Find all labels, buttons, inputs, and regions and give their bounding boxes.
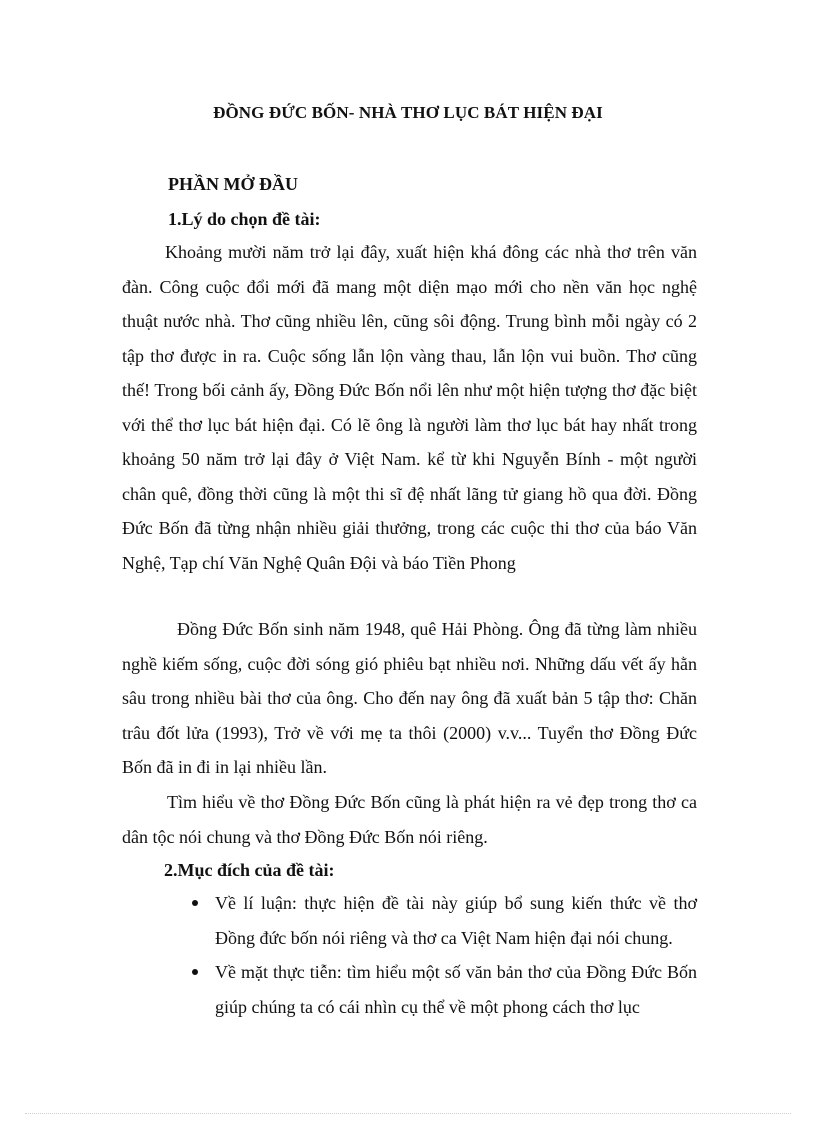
paragraph-reason: Khoảng mười năm trở lại đây, xuất hiện khá đông các nhà thơ trên văn đàn. Công cuộc đổi mới đã mang một diện mạo mới cho nền văn học nghệ thuật nước nhà. Thơ cũng nhiều lên, cũng sôi động. Trung bình mỗi ngày có 2 tập thơ được in ra. Cuộc sống lẫn lộn vàng thau, lẫn lộn vui buồn. Thơ cũng thế! Trong bối cảnh ấy, Đồng Đức Bốn nổi lên như một hiện tượng thơ đặc biệt với thể thơ lục bát hiện đại. Có lẽ ông là người làm thơ lục bát hay nhất trong khoảng 50 năm trở lại đây ở Việt Nam. kể từ khi Nguyễn Bính - một người chân quê, đồng thời cũng là một thi sĩ đệ nhất lãng tử giang hồ qua đời. Đồng Đức Bốn đã từng nhận nhiều giải thưởng, trong các cuộc thi thơ của báo Văn Nghệ, Tạp chí Văn Nghệ Quân Đội và báo Tiền Phong xyxy=(122,242,697,573)
paragraph-biography: Đồng Đức Bốn sinh năm 1948, quê Hải Phòng. Ông đã từng làm nhiều nghề kiếm sống, cuộc đời sóng gió phiêu bạt nhiều nơi. Những dấu vết ấy hằn sâu trong nhiều bài thơ của ông. Cho đến nay ông đã xuất bản 5 tập thơ: Chăn trâu đốt lửa (1993), Trở về với mẹ ta thôi (2000) v.v... Tuyển thơ Đồng Đức Bốn đã in đi in lại nhiều lần. xyxy=(122,619,697,777)
purpose-bullet-list xyxy=(188,886,697,1024)
list-item xyxy=(188,886,697,955)
bullet-text-theory: Về lí luận: thực hiện đề tài này giúp bổ sung kiến thức về thơ Đồng đức bốn nói riêng và thơ ca Việt Nam hiện đại nói chung. xyxy=(215,893,697,948)
bullet-text-practice: Về mặt thực tiễn: tìm hiểu một số văn bản thơ của Đồng Đức Bốn giúp chúng ta có cái nhìn cụ thể về một phong cách thơ lục xyxy=(215,962,697,1017)
document-title: ĐỒNG ĐỨC BỐN- NHÀ THƠ LỤC BÁT HIỆN ĐẠI xyxy=(213,103,603,122)
section-heading-purpose: 2.Mục đích của đề tài: xyxy=(164,860,335,880)
section-heading-intro: PHẦN MỞ ĐẦU xyxy=(168,174,298,194)
bullet-icon xyxy=(192,900,198,906)
paragraph-discovery: Tìm hiểu về thơ Đồng Đức Bốn cũng là phát hiện ra vẻ đẹp trong thơ ca dân tộc nói chung và thơ Đồng Đức Bốn nói riêng. xyxy=(122,792,697,847)
section-heading-reason: 1.Lý do chọn đề tài: xyxy=(168,209,321,229)
list-item xyxy=(188,955,697,1024)
page-bottom-divider xyxy=(25,1113,791,1114)
bullet-icon xyxy=(192,969,198,975)
